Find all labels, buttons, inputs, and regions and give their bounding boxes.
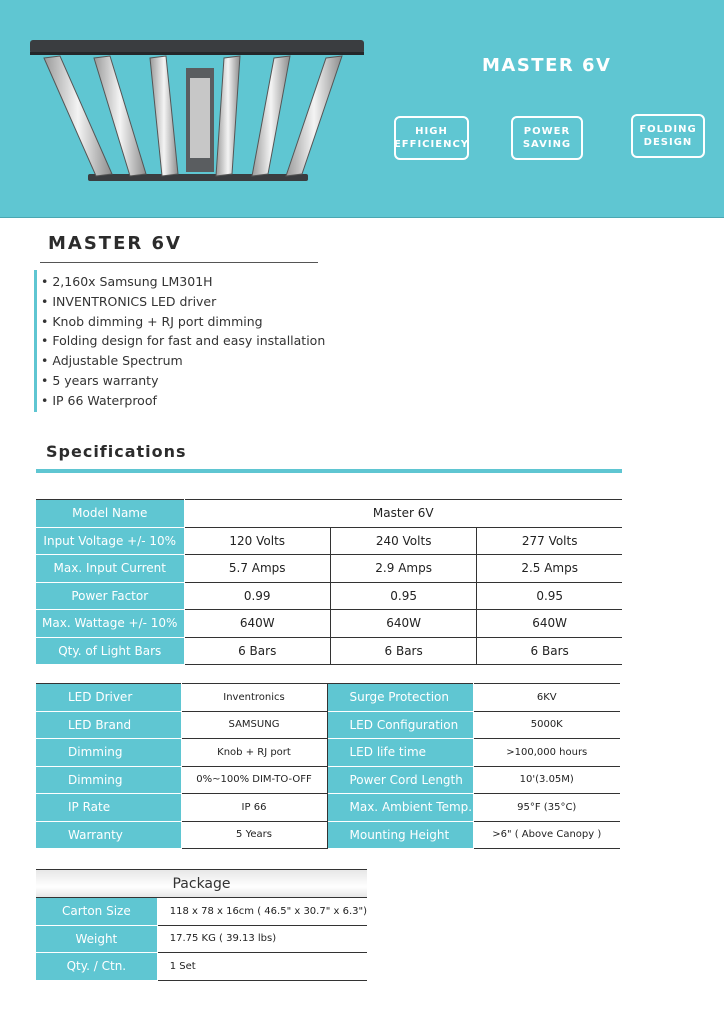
detail-value: 10'(3.05M)	[473, 766, 620, 794]
table-row	[36, 739, 620, 767]
folding-design-badge	[631, 114, 705, 158]
feature-list	[41, 272, 325, 411]
table-row	[36, 766, 620, 794]
spec-value: 0.95	[477, 582, 622, 610]
spec-value: 640W	[184, 610, 330, 638]
spec-value: Master 6V	[184, 500, 622, 528]
spec-value: 6 Bars	[477, 637, 622, 665]
spec-value: 2.9 Amps	[330, 555, 476, 583]
spec-value: 5.7 Amps	[184, 555, 330, 583]
feature-item: • Folding design for fast and easy installation	[41, 331, 325, 351]
detail-label: Dimming	[36, 739, 181, 767]
package-table	[36, 869, 367, 981]
detail-label: Surge Protection	[327, 684, 473, 712]
detail-value: >6" ( Above Canopy )	[473, 821, 620, 849]
table-row	[36, 637, 622, 665]
detail-label: Dimming	[36, 766, 181, 794]
feature-item: • Knob dimming + RJ port dimming	[41, 312, 325, 332]
package-label: Qty. / Ctn.	[36, 953, 157, 981]
spec-value: 0.95	[330, 582, 476, 610]
title-divider	[40, 262, 318, 263]
spec-value: 6 Bars	[330, 637, 476, 665]
table-row	[36, 555, 622, 583]
detail-label: LED life time	[327, 739, 473, 767]
spec-value: 277 Volts	[477, 527, 622, 555]
badge-label: POWER SAVING	[522, 126, 572, 150]
product-title: MASTER 6V	[48, 233, 182, 254]
badge-label: HIGH EFFICIENCY	[393, 126, 470, 150]
table-row	[36, 500, 622, 528]
spec-value: 2.5 Amps	[477, 555, 622, 583]
detail-label: Warranty	[36, 821, 181, 849]
package-value: 17.75 KG ( 39.13 lbs)	[157, 925, 367, 953]
spec-value: 6 Bars	[184, 637, 330, 665]
detail-value: Knob + RJ port	[181, 739, 327, 767]
detail-value: 5000K	[473, 711, 620, 739]
table-row	[36, 794, 620, 822]
detail-value: 5 Years	[181, 821, 327, 849]
table-row	[36, 898, 367, 926]
spec-value: 0.99	[184, 582, 330, 610]
detail-label: LED Brand	[36, 711, 181, 739]
table-row	[36, 925, 367, 953]
spec-label: Max. Wattage +/- 10%	[36, 610, 184, 638]
detail-value: >100,000 hours	[473, 739, 620, 767]
spec-value: 240 Volts	[330, 527, 476, 555]
detail-label: LED Driver	[36, 684, 181, 712]
table-row	[36, 610, 622, 638]
detail-value: 0%~100% DIM-TO-OFF	[181, 766, 327, 794]
spec-value: 640W	[477, 610, 622, 638]
banner-title: MASTER 6V	[482, 55, 612, 76]
detail-value: SAMSUNG	[181, 711, 327, 739]
detail-value: Inventronics	[181, 684, 327, 712]
package-label: Weight	[36, 925, 157, 953]
features-accent-bar	[34, 270, 37, 412]
spec-value: 120 Volts	[184, 527, 330, 555]
spec-label: Power Factor	[36, 582, 184, 610]
table-row	[36, 821, 620, 849]
feature-item: • 5 years warranty	[41, 371, 325, 391]
feature-item: • IP 66 Waterproof	[41, 391, 325, 411]
spec-label: Model Name	[36, 500, 184, 528]
package-value: 1 Set	[157, 953, 367, 981]
spec-label: Max. Input Current	[36, 555, 184, 583]
high-efficiency-badge	[394, 116, 469, 160]
spec-label: Input Voltage +/- 10%	[36, 527, 184, 555]
table-row	[36, 953, 367, 981]
package-value: 118 x 78 x 16cm ( 46.5" x 30.7" x 6.3")	[157, 898, 367, 926]
specifications-accent-bar	[36, 469, 622, 473]
table-row	[36, 684, 620, 712]
feature-item: • INVENTRONICS LED driver	[41, 292, 325, 312]
table-row	[36, 711, 620, 739]
badge-label: FOLDING DESIGN	[639, 124, 697, 148]
feature-item: • 2,160x Samsung LM301H	[41, 272, 325, 292]
detail-label: Power Cord Length	[327, 766, 473, 794]
specifications-table	[36, 499, 622, 665]
header-banner	[0, 0, 724, 218]
details-table	[36, 683, 620, 849]
spec-value: 640W	[330, 610, 476, 638]
table-header-row	[36, 870, 367, 898]
detail-value: 95°F (35°C)	[473, 794, 620, 822]
package-title: Package	[36, 870, 367, 898]
table-row	[36, 527, 622, 555]
spec-label: Qty. of Light Bars	[36, 637, 184, 665]
detail-value: 6KV	[473, 684, 620, 712]
power-saving-badge	[511, 116, 583, 160]
detail-label: IP Rate	[36, 794, 181, 822]
feature-item: • Adjustable Spectrum	[41, 351, 325, 371]
detail-label: Max. Ambient Temp.	[327, 794, 473, 822]
table-row	[36, 582, 622, 610]
led-grow-light-image	[26, 38, 372, 186]
detail-label: LED Configuration	[327, 711, 473, 739]
package-label: Carton Size	[36, 898, 157, 926]
detail-value: IP 66	[181, 794, 327, 822]
detail-label: Mounting Height	[327, 821, 473, 849]
specifications-heading: Specifications	[46, 442, 187, 461]
